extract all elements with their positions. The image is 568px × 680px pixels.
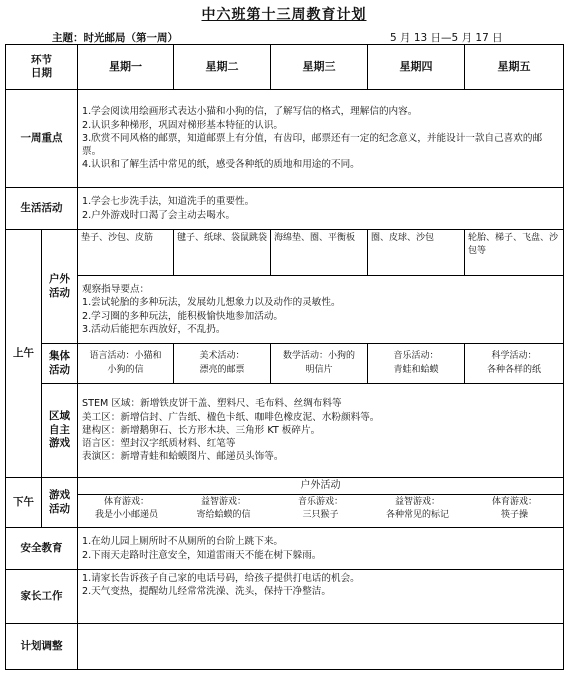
outdoor-equipment-thursday: 圈、皮球、沙包 bbox=[368, 230, 465, 276]
area-games-content bbox=[78, 384, 564, 478]
afternoon-game-label bbox=[42, 478, 78, 528]
group-activity-wednesday bbox=[271, 344, 368, 384]
parents-item: 1.请家长告诉孩子自己家的电话号码，给孩子提供打电话的机会。 bbox=[82, 573, 360, 584]
afternoon-game-name: 三只猴子 bbox=[302, 510, 339, 521]
area-games-label-line3: 游戏 bbox=[49, 437, 70, 450]
group-activity-thursday bbox=[368, 344, 465, 384]
afternoon-game-thursday bbox=[369, 495, 466, 524]
safety-row bbox=[6, 528, 564, 570]
group-activity-subject: 音乐活动： bbox=[393, 350, 439, 361]
afternoon-row bbox=[6, 478, 564, 528]
group-activity-name: 青蛙和蛤蟆 bbox=[393, 364, 439, 375]
afternoon-outdoor-heading: 户外活动 bbox=[78, 478, 563, 495]
outdoor-guidance-item: 3.活动后能把东西放好，不乱扔。 bbox=[82, 323, 226, 335]
group-activity-label-line2: 活动 bbox=[49, 363, 70, 376]
group-activity-label-line1: 集体 bbox=[49, 349, 70, 362]
group-activity-name: 小狗的信 bbox=[107, 364, 144, 375]
group-activity-tuesday bbox=[174, 344, 271, 384]
adjust-label: 计划调整 bbox=[6, 624, 78, 670]
weekly-focus-item: 4.认识和了解生活中常见的纸，感受各种纸的质地和用途的不同。 bbox=[82, 159, 360, 171]
outdoor-equipment-tuesday: 毽子、纸球、袋鼠跳袋 bbox=[174, 230, 271, 276]
daily-life-item: 2.户外游戏时口渴了会主动去喝水。 bbox=[82, 209, 236, 221]
header-row bbox=[6, 45, 564, 90]
safety-content bbox=[78, 528, 564, 570]
header-day-thursday: 星期四 bbox=[368, 45, 465, 90]
outdoor-guidance-content bbox=[78, 276, 564, 344]
afternoon-game-label-line1: 游戏 bbox=[49, 488, 70, 501]
parents-label: 家长工作 bbox=[6, 570, 78, 624]
outdoor-label-line2: 活动 bbox=[49, 286, 70, 299]
area-games-item: 语言区：塑封汉字纸质材料、红笔等 bbox=[82, 438, 236, 450]
title-text: 中六班第十三周教育计划 bbox=[201, 7, 367, 23]
afternoon-game-tuesday bbox=[175, 495, 272, 524]
outdoor-equipment-friday: 轮胎、梯子、飞盘、沙包等 bbox=[465, 230, 564, 276]
header-day-friday: 星期五 bbox=[465, 45, 564, 90]
afternoon-label: 下午 bbox=[6, 478, 42, 528]
header-left-label-1: 环节 bbox=[31, 53, 52, 66]
afternoon-game-label-line2: 活动 bbox=[49, 502, 70, 515]
group-activity-name: 明信片 bbox=[305, 364, 333, 375]
adjust-content bbox=[78, 624, 564, 670]
safety-item: 2.下雨天走路时注意安全，知道雷雨天不能在树下躲雨。 bbox=[82, 549, 322, 561]
weekly-focus-item: 2.认识多种梯形，巩固对梯形基本特征的认识。 bbox=[82, 119, 284, 131]
group-activity-name: 漂亮的邮票 bbox=[199, 364, 245, 375]
area-games-label-line2: 自主 bbox=[49, 423, 70, 436]
area-games-row bbox=[6, 384, 564, 478]
afternoon-game-type: 音乐游戏： bbox=[297, 496, 343, 507]
outdoor-equipment-monday: 垫子、沙包、皮筋 bbox=[78, 230, 174, 276]
outdoor-equipment-row bbox=[6, 230, 564, 276]
group-activity-friday bbox=[465, 344, 564, 384]
area-games-label bbox=[42, 384, 78, 478]
plan-table bbox=[5, 44, 564, 670]
group-activity-monday bbox=[78, 344, 174, 384]
outdoor-guidance-item: 1.尝试轮胎的多种玩法，发展幼儿想象力以及动作的灵敏性。 bbox=[82, 297, 341, 309]
afternoon-game-friday bbox=[466, 495, 563, 524]
adjust-row bbox=[6, 624, 564, 670]
group-activity-subject: 数学活动：小狗的 bbox=[282, 350, 355, 361]
header-day-wednesday: 星期三 bbox=[271, 45, 368, 90]
daily-life-label: 生活活动 bbox=[6, 188, 78, 230]
group-activity-row bbox=[6, 344, 564, 384]
area-games-label-line1: 区域 bbox=[49, 410, 70, 423]
daily-life-item: 1.学会七步洗手法，知道洗手的重要性。 bbox=[82, 196, 255, 208]
afternoon-game-monday bbox=[78, 495, 175, 524]
afternoon-games bbox=[78, 495, 563, 524]
safety-label: 安全教育 bbox=[6, 528, 78, 570]
afternoon-game-type: 体育游戏： bbox=[491, 496, 537, 507]
weekly-focus-label: 一周重点 bbox=[6, 90, 78, 188]
document-title bbox=[0, 4, 568, 24]
outdoor-guidance-item: 2.学习圈的多种玩法，能积极愉快地参加活动。 bbox=[82, 310, 284, 322]
area-games-item: 建构区：新增鹅卵石、长方形木块、三角形 KT 板碎片。 bbox=[82, 424, 321, 436]
group-activity-subject: 美术活动： bbox=[199, 350, 245, 361]
daily-life-content bbox=[78, 188, 564, 230]
outdoor-guidance-row bbox=[6, 276, 564, 344]
parents-item: 2.天气变热，提醒幼儿经常常洗澡、洗头，保持干净整洁。 bbox=[82, 586, 331, 598]
afternoon-game-name: 筷子操 bbox=[500, 510, 528, 521]
safety-item: 1.在幼儿园上厕所时不从厕所的台阶上跳下来。 bbox=[82, 536, 284, 548]
header-day-tuesday: 星期二 bbox=[174, 45, 271, 90]
parents-content bbox=[78, 570, 564, 624]
afternoon-content bbox=[78, 478, 564, 528]
topic-line: 主题：时光邮局（第一周） bbox=[52, 32, 178, 44]
outdoor-equipment-wednesday: 海绵垫、圈、平衡板 bbox=[271, 230, 368, 276]
morning-label: 上午 bbox=[6, 230, 42, 478]
weekly-focus-item: 3.欣赏不同风格的邮票，知道邮票上有分值，有齿印，邮票还有一定的纪念意义，并能设计一款自己喜欢的邮票。 bbox=[82, 132, 543, 158]
area-games-item: 表演区：新增青蛙和蛤蟆图片、邮递员头饰等。 bbox=[82, 451, 284, 463]
weekly-focus-item: 1.学会阅读用绘画形式表达小猫和小狗的信，了解写信的格式，理解信的内容。 bbox=[82, 106, 418, 118]
group-activity-label bbox=[42, 344, 78, 384]
afternoon-game-type: 体育游戏： bbox=[103, 496, 149, 507]
afternoon-game-type: 益智游戏： bbox=[394, 496, 440, 507]
group-activity-subject: 语言活动：小猫和 bbox=[89, 350, 162, 361]
area-games-item: 美工区：新增信封、广告纸、楹色卡纸、咖啡色橡皮泥、水粉颜料等。 bbox=[82, 411, 380, 423]
date-range: 5 月 13 日—5 月 17 日 bbox=[390, 32, 503, 44]
afternoon-game-type: 益智游戏： bbox=[200, 496, 246, 507]
header-left-label-2: 日期 bbox=[31, 67, 52, 79]
afternoon-game-name: 寄给蛤蟆的信 bbox=[196, 510, 251, 521]
outdoor-guidance-title: 观察指导要点： bbox=[82, 284, 150, 296]
area-games-item: STEM 区域：新增铁皮饼干盖、塑料尺、毛布料、丝绸布料等 bbox=[82, 398, 342, 410]
parents-row bbox=[6, 570, 564, 624]
outdoor-label bbox=[42, 230, 78, 344]
daily-life-row bbox=[6, 188, 564, 230]
group-activity-name: 各种各样的纸 bbox=[486, 364, 541, 375]
header-left-cell bbox=[6, 45, 78, 90]
afternoon-game-wednesday bbox=[272, 495, 369, 524]
group-activity-subject: 科学活动： bbox=[491, 350, 537, 361]
outdoor-label-line1: 户外 bbox=[49, 272, 70, 285]
header-day-monday: 星期一 bbox=[78, 45, 174, 90]
weekly-focus-content bbox=[78, 90, 564, 188]
afternoon-game-name: 我是小小邮递员 bbox=[94, 510, 158, 521]
afternoon-game-name: 各种常见的标记 bbox=[385, 510, 449, 521]
weekly-focus-row bbox=[6, 90, 564, 188]
